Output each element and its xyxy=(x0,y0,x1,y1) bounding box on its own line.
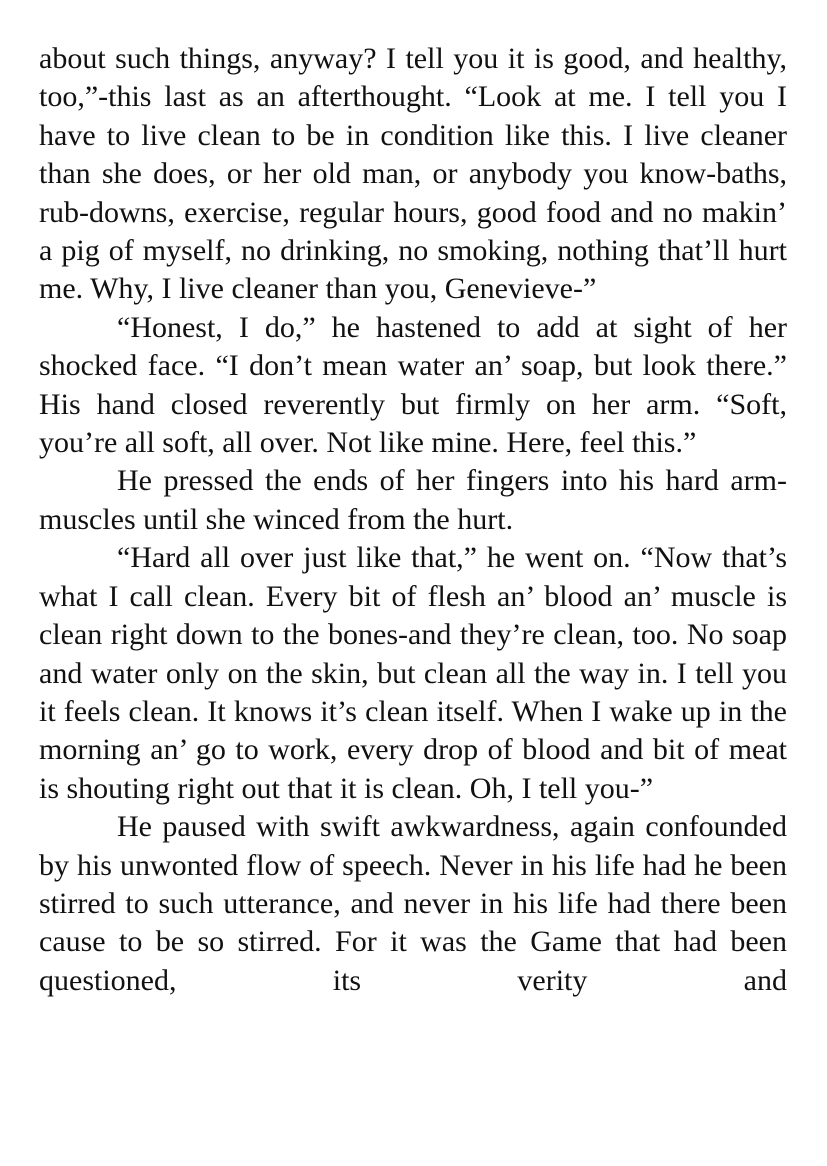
paragraph-3: He pressed the ends of her fingers into his hard arm-muscles until she winced from the hurt. xyxy=(39,464,787,536)
paragraph-5: He paused with swift awkwardness, again confounded by his unwonted flow of speech. Never in his life had he been stirred to such utterance, and never in his life had there been cause to be so stirred. For it was the Game that had been questioned, its verity and xyxy=(39,810,787,997)
paragraph-1: about such things, anyway? I tell you it is good, and healthy, too,”-this last as an afterthought. “Look at me. I tell you I have to live clean to be in condition like this. I live cleaner than she does, or her old man, or anybody you know-baths, rub-downs, exercise, regular hours, good food and no makin’ a pig of myself, no drinking, no smoking, nothing that’ll hurt me. Why, I live cleaner than you, Genevieve-” xyxy=(39,42,787,306)
page-body xyxy=(39,40,787,1000)
paragraph-2: “Honest, I do,” he hastened to add at sight of her shocked face. “I don’t mean water an’ soap, but look there.” His hand closed reverently but firmly on her arm. “Soft, you’re all soft, all over. Not like mine. Here, feel this.” xyxy=(39,310,787,460)
paragraph-4: “Hard all over just like that,” he went on. “Now that’s what I call clean. Every bit of flesh an’ blood an’ muscle is clean right down to the bones-and they’re clean, too. No soap and water only on the skin, but clean all the way in. I tell you it feels clean. It knows it’s clean itself. When I wake up in the morning an’ go to work, every drop of blood and bit of meat is shouting right out that it is clean. Oh, I tell you-” xyxy=(39,541,787,805)
